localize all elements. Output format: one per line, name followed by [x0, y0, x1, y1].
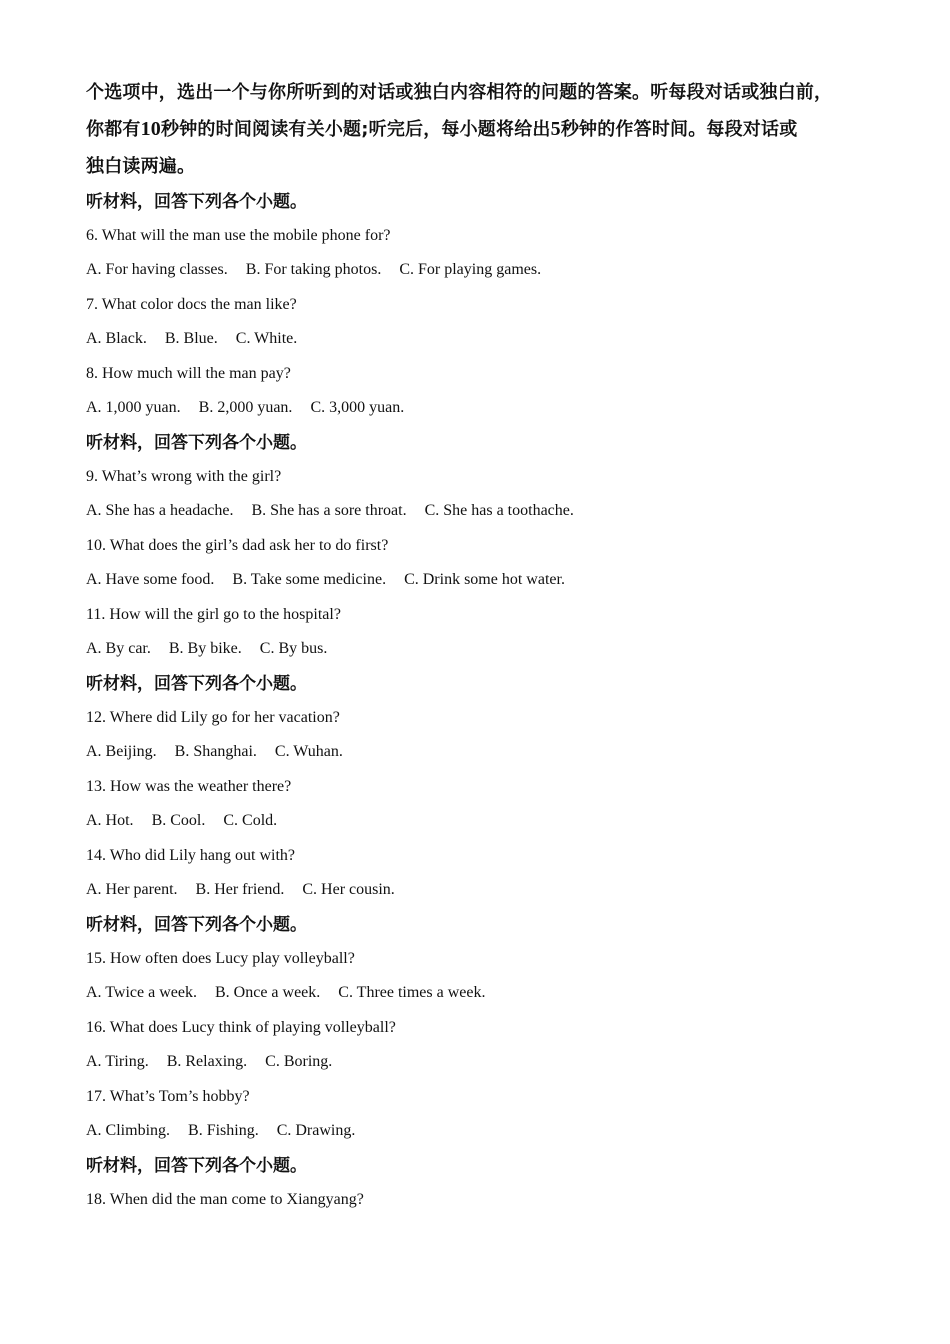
answer-options: [86, 804, 876, 839]
document-page: [86, 0, 876, 1217]
question-text: 11. How will the girl go to the hospital?: [86, 606, 341, 623]
instructions-line-1: 个选项中，选出一个与你所听到的对话或独白内容相符的问题的答案。听每段对话或独白前，: [86, 82, 833, 103]
section-heading: 听材料，回答下列各个小题。: [86, 674, 307, 694]
answer-option: A. Black.: [86, 330, 147, 347]
reading-seconds: 10: [140, 118, 162, 140]
answer-option: B. Relaxing.: [166, 1053, 248, 1070]
answer-option: C. Wuhan.: [274, 743, 343, 760]
question-text: 14. Who did Lily hang out with?: [86, 847, 296, 864]
answer-option: B. Blue.: [164, 330, 218, 347]
question-text: 16. What does Lucy think of playing volleyball?: [86, 1019, 396, 1036]
answer-option: B. By bike.: [168, 640, 242, 657]
question-sections: [86, 185, 876, 1217]
listening-section: [86, 185, 876, 426]
answer-option: A. Tiring.: [86, 1053, 149, 1070]
answer-options: [86, 563, 876, 598]
question-text: 13. How was the weather there?: [86, 778, 292, 795]
instructions-text: 秒钟的时间阅读有关小题;听完后，每小题将给出: [161, 119, 551, 140]
section-heading: 听材料，回答下列各个小题。: [86, 433, 307, 453]
answer-option: A. She has a headache.: [86, 502, 234, 519]
answer-option: C. She has a toothache.: [424, 502, 574, 519]
answer-option: A. Climbing.: [86, 1122, 171, 1139]
answer-option: C. 3,000 yuan.: [310, 399, 405, 416]
answer-option: C. By bus.: [259, 640, 328, 657]
answer-option: A. Twice a week.: [86, 984, 197, 1001]
question-text: 6. What will the man use the mobile phone for?: [86, 227, 391, 244]
answer-option: A. Hot.: [86, 812, 134, 829]
answer-options: [86, 873, 876, 908]
answer-option: B. Fishing.: [188, 1122, 259, 1139]
answer-options: [86, 1114, 876, 1149]
answer-option: B. 2,000 yuan.: [198, 399, 293, 416]
answer-option: C. Boring.: [265, 1053, 333, 1070]
answer-options: [86, 253, 876, 288]
answer-option: A. Have some food.: [86, 571, 215, 588]
instructions-text: 你都有: [86, 119, 141, 140]
answer-option: A. For having classes.: [86, 261, 228, 278]
instructions-line-2: [86, 111, 876, 148]
answer-options: [86, 494, 876, 529]
question-text: 12. Where did Lily go for her vacation?: [86, 709, 340, 726]
listening-section: [86, 667, 876, 908]
answer-option: B. Once a week.: [214, 984, 321, 1001]
answer-option: C. Three times a week.: [338, 984, 486, 1001]
answer-option: C. Her cousin.: [302, 881, 395, 898]
instructions-paragraph: [86, 74, 876, 185]
answer-option: B. Take some medicine.: [232, 571, 387, 588]
answer-option: C. For playing games.: [399, 261, 542, 278]
answer-option: C. White.: [235, 330, 298, 347]
answer-options: [86, 1045, 876, 1080]
question-text: 15. How often does Lucy play volleyball?: [86, 950, 355, 967]
answer-options: [86, 322, 876, 357]
question-text: 10. What does the girl’s dad ask her to do first?: [86, 537, 389, 554]
answer-option: C. Drink some hot water.: [404, 571, 565, 588]
question-text: 9. What’s wrong with the girl?: [86, 468, 282, 485]
instructions-text: 秒钟的作答时间。每段对话或: [560, 119, 798, 140]
listening-section: [86, 908, 876, 1149]
question-text: 17. What’s Tom’s hobby?: [86, 1088, 250, 1105]
answer-options: [86, 632, 876, 667]
question-text: 18. When did the man come to Xiangyang?: [86, 1191, 364, 1208]
section-heading: 听材料，回答下列各个小题。: [86, 1156, 307, 1176]
question-text: 7. What color docs the man like?: [86, 296, 297, 313]
section-heading: 听材料，回答下列各个小题。: [86, 915, 307, 935]
listening-section: [86, 1149, 876, 1217]
question-text: 8. How much will the man pay?: [86, 365, 291, 382]
answer-option: C. Cold.: [223, 812, 278, 829]
section-heading: 听材料，回答下列各个小题。: [86, 192, 307, 212]
answer-option: B. Cool.: [151, 812, 206, 829]
answer-option: B. Her friend.: [195, 881, 285, 898]
instructions-line-3: 独白读两遍。: [86, 156, 196, 177]
answer-option: A. 1,000 yuan.: [86, 399, 181, 416]
answer-options: [86, 391, 876, 426]
listening-section: [86, 426, 876, 667]
answer-option: B. For taking photos.: [245, 261, 382, 278]
answer-option: A. Her parent.: [86, 881, 178, 898]
answer-seconds: 5: [550, 118, 561, 140]
answer-option: A. Beijing.: [86, 743, 157, 760]
answer-option: B. Shanghai.: [174, 743, 257, 760]
answer-option: C. Drawing.: [276, 1122, 356, 1139]
answer-options: [86, 735, 876, 770]
answer-options: [86, 976, 876, 1011]
answer-option: B. She has a sore throat.: [251, 502, 407, 519]
answer-option: A. By car.: [86, 640, 151, 657]
